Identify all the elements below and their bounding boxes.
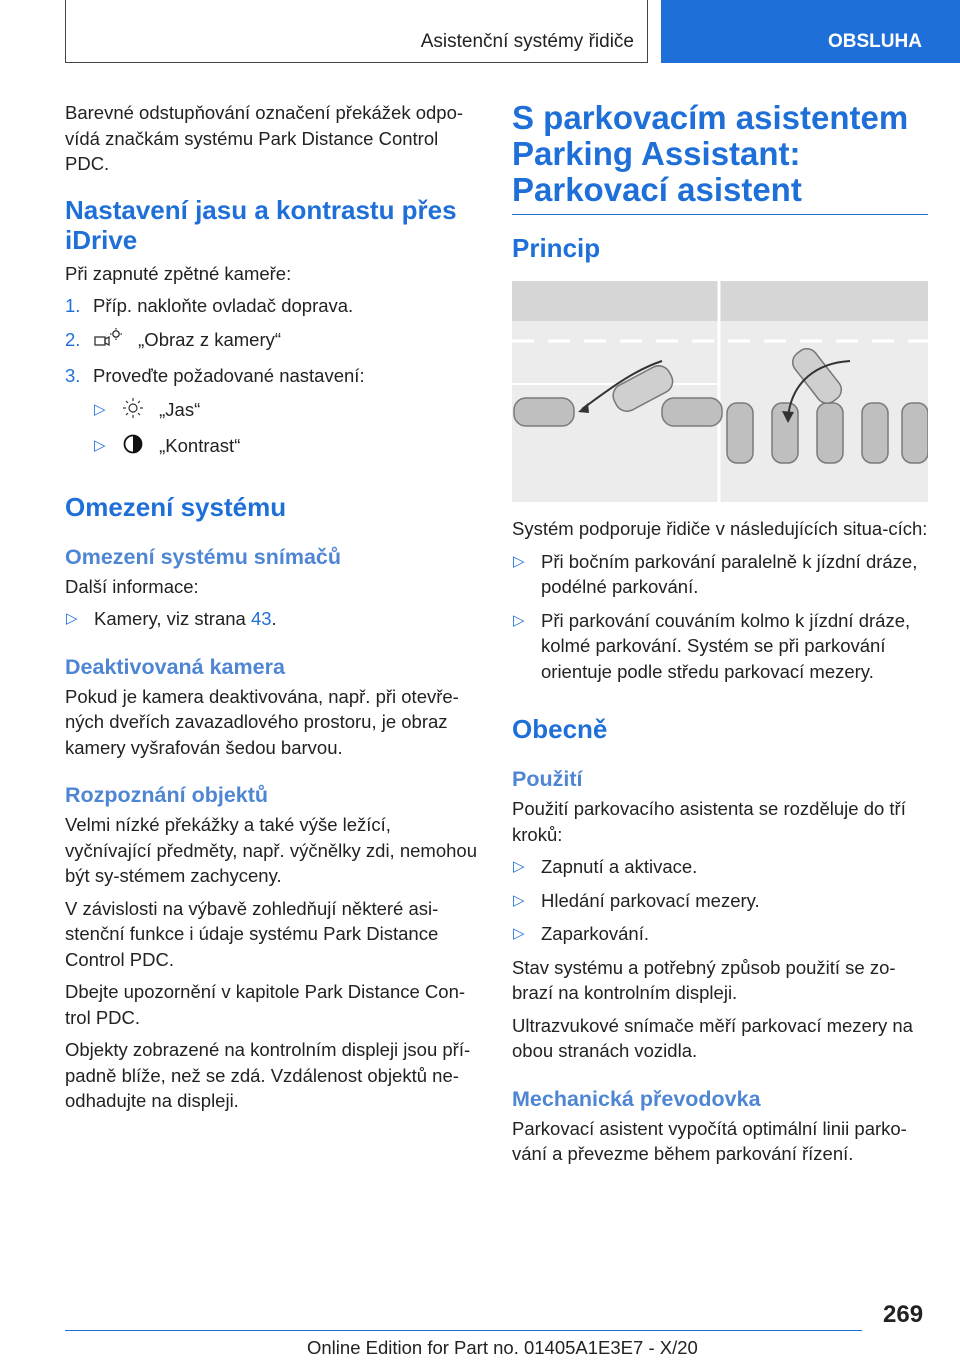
use-text: Použití parkovacího asistenta se rozděluje do tří kroků:	[512, 798, 906, 845]
steps-list	[65, 293, 478, 462]
use-list	[512, 854, 928, 947]
deactivated-heading: Deaktivovaná kamera	[65, 654, 285, 679]
contrast-icon	[122, 433, 144, 462]
section-title: S parkovacím asistentem Parking Assistant: Parkovací asistent	[512, 100, 928, 215]
list-item-text: Při bočním parkování paralelně k jízdní dráze, podélné parkování.	[541, 550, 918, 597]
principle-list	[512, 549, 928, 685]
left-column	[65, 100, 478, 1121]
deactivated-text: Pokud je kamera deaktivována, např. při otevře-ných dveřích zavazadlového prostoru, je obraz kamery vyšrafován šedou barvou.	[65, 685, 459, 758]
section-tab-label: OBSLUHA	[828, 31, 922, 52]
general-heading: Obecně	[512, 714, 608, 744]
triangle-bullet-icon: ▷	[513, 891, 525, 909]
camera-settings-icon	[93, 327, 123, 356]
list-item	[512, 549, 928, 600]
chapter-title: Asistenční systémy řidiče	[420, 31, 634, 52]
sub-item-text: „Kontrast“	[159, 435, 241, 457]
recognition-p2: V závislosti na výbavě zohledňují některé asi-stenční funkce i údaje systému Park Distance Control PDC.	[65, 897, 439, 970]
list-item-text: Zapnutí a aktivace.	[541, 856, 698, 877]
triangle-bullet-icon: ▷	[94, 437, 106, 454]
parking-illustration	[512, 281, 928, 502]
step-item	[65, 293, 478, 319]
principle-text: Systém podporuje řidiče v následujících situa-cích:	[512, 518, 928, 539]
use-heading: Použití	[512, 767, 583, 791]
page-number: 269	[883, 1301, 924, 1328]
principle-heading: Princip	[512, 233, 601, 263]
list-item	[512, 854, 928, 880]
footer-edition: Online Edition for Part no. 01405A1E3E7 - X/20	[307, 1337, 698, 1358]
recognition-heading: Rozpoznání objektů	[65, 783, 269, 807]
sub-item-text: „Jas“	[159, 398, 201, 420]
triangle-bullet-icon: ▷	[513, 552, 525, 570]
step-number: 2.	[65, 328, 81, 350]
list-item-text: Hledání parkovací mezery.	[541, 889, 760, 911]
section-tab[interactable]	[661, 0, 960, 63]
step-item	[65, 327, 478, 356]
brightness-text: Při zapnuté zpětné kameře:	[65, 262, 292, 284]
step-text: Příp. nakloňte ovladač doprava.	[93, 295, 354, 316]
triangle-bullet-icon: ▷	[513, 611, 525, 629]
recognition-p3: Dbejte upozornění v kapitole Park Distance Con-trol PDC.	[65, 981, 466, 1028]
footer-divider	[65, 1330, 862, 1331]
list-item-text: Při parkování couváním kolmo k jízdní dráze, kolmé parkování. Systém se při parkování orientuje podle středu parkovací mezery.	[541, 609, 911, 682]
page-link[interactable]: 43	[250, 608, 272, 629]
sensors-text: Další informace:	[65, 575, 199, 597]
manual-text: Parkovací asistent vypočítá optimální linii parko-vání a převezme během parkování řízení.	[512, 1117, 907, 1164]
list-item	[512, 921, 928, 947]
sub-item	[93, 397, 478, 426]
list-item	[512, 888, 928, 914]
step-item	[65, 363, 478, 462]
intro-paragraph: Barevné odstupňování označení překážek odpo-vídá značkám systému Park Distance Control PDC.	[65, 102, 464, 174]
sensors-list	[65, 606, 478, 632]
recognition-p4: Objekty zobrazené na kontrolním displeji jsou pří-padně blíže, než se zdá. Vzdálenost objektů ne-odhadujte na displeji.	[65, 1039, 471, 1111]
brightness-icon	[122, 397, 144, 426]
use-p3: Ultrazvukové snímače měří parkovací mezery na obou stranách vozidla.	[512, 1014, 913, 1061]
step-number: 3.	[65, 365, 81, 386]
step-number: 1.	[65, 295, 81, 316]
list-item-text: Kamery, viz strana	[94, 608, 246, 629]
settings-sublist	[93, 397, 478, 462]
triangle-bullet-icon: ▷	[94, 400, 106, 418]
manual-heading: Mechanická převodovka	[512, 1086, 761, 1111]
sub-item	[93, 433, 478, 462]
list-item-text: Zaparkování.	[541, 923, 649, 944]
list-item	[65, 606, 478, 632]
triangle-bullet-icon: ▷	[513, 858, 525, 875]
right-column	[512, 100, 928, 1174]
list-item-end: .	[271, 608, 277, 629]
brightness-heading: Nastavení jasu a kontrastu přes iDrive	[65, 194, 457, 255]
sensors-heading: Omezení systému snímačů	[65, 544, 342, 569]
triangle-bullet-icon: ▷	[513, 925, 525, 942]
step-text: „Obraz z kamery“	[138, 328, 282, 350]
triangle-bullet-icon: ▷	[66, 610, 78, 627]
limits-heading: Omezení systému	[65, 491, 287, 522]
use-p2: Stav systému a potřebný způsob použití se zo-brazí na kontrolním displeji.	[512, 956, 896, 1003]
step-text: Proveďte požadované nastavení:	[93, 365, 365, 386]
list-item	[512, 608, 928, 685]
recognition-p1: Velmi nízké překážky a také výše ležící, vyčnívající předměty, např. výčnělky zdi, nemohou být sy-stémem zachyceny.	[65, 814, 477, 886]
